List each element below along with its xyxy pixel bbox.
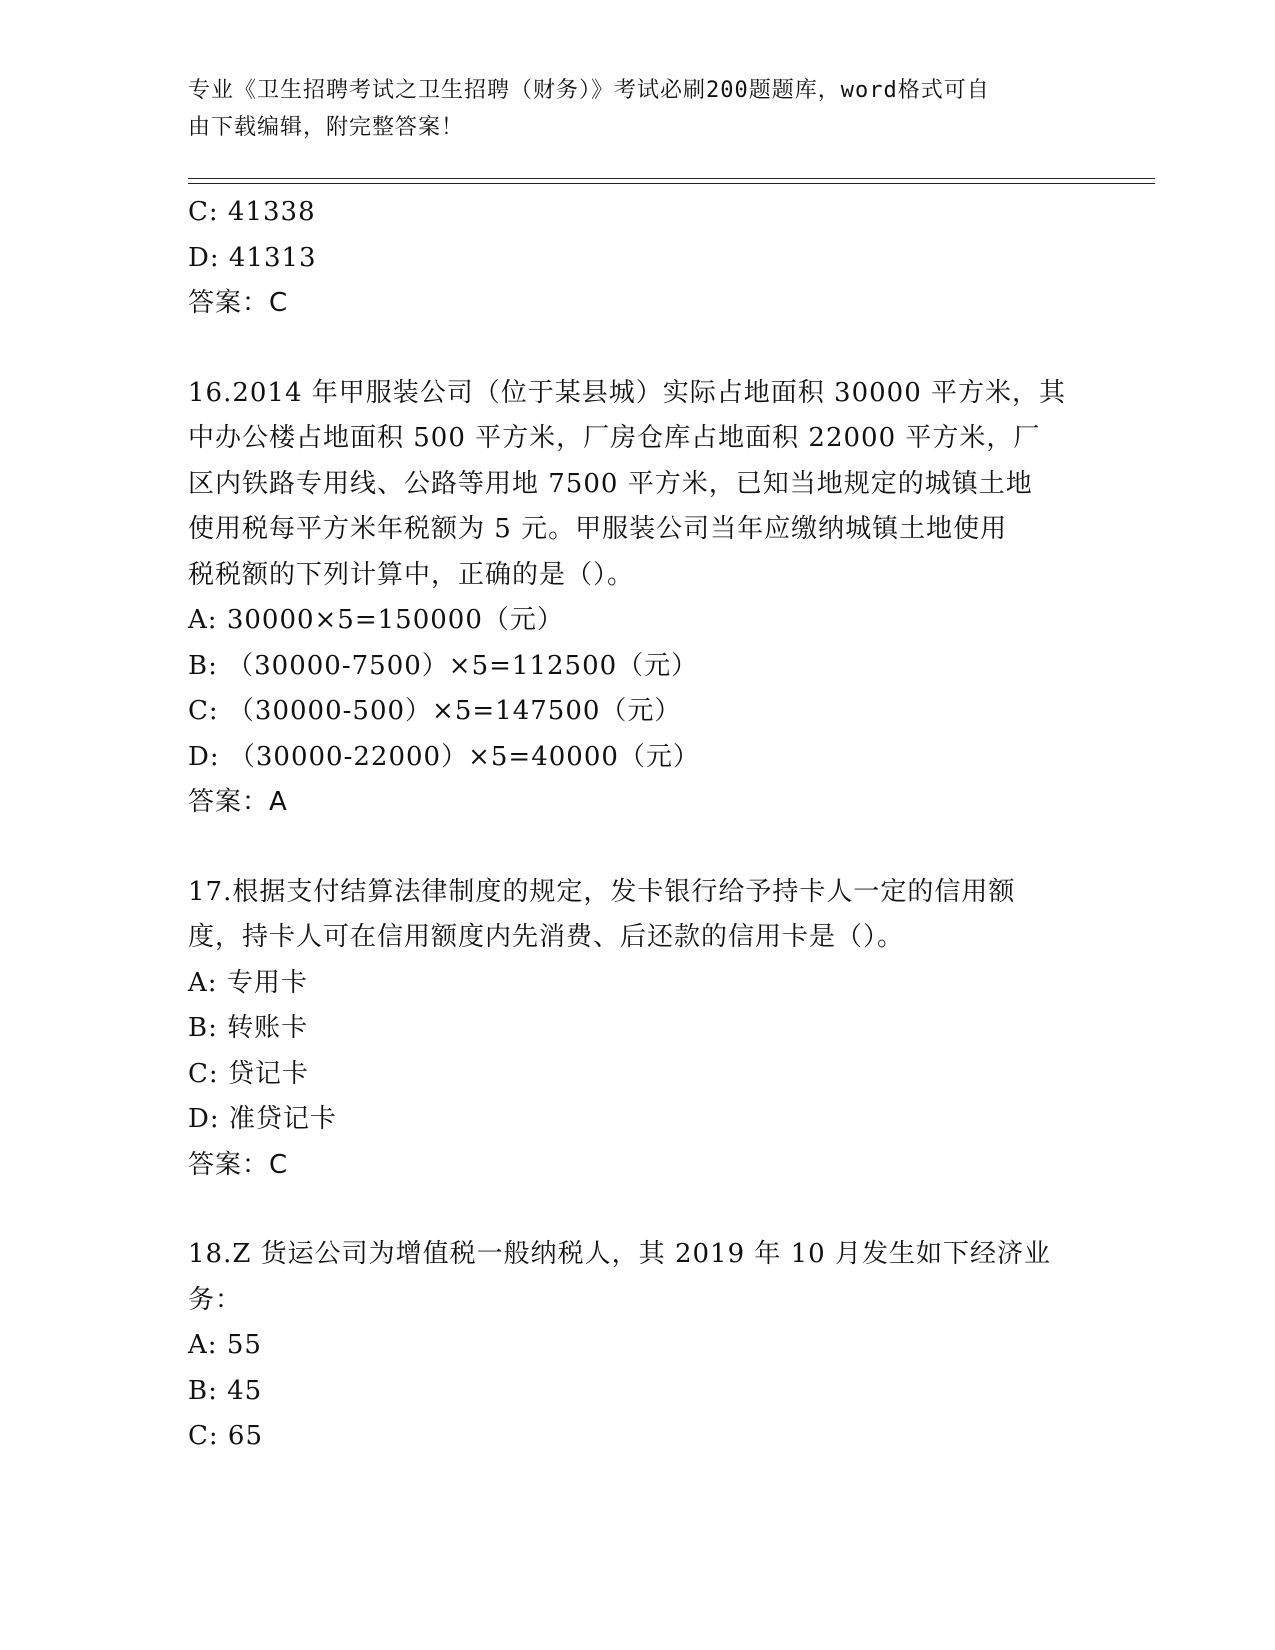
option-a bbox=[188, 1323, 1088, 1369]
question-stem-line: 度，持卡人可在信用额度内先消费、后还款的信用卡是（）。 bbox=[188, 922, 905, 952]
header-divider bbox=[188, 178, 1155, 184]
header-line-2: 由下载编辑，附完整答案！ bbox=[188, 115, 465, 140]
option-b bbox=[188, 1006, 1088, 1052]
option-label: B: bbox=[188, 1013, 218, 1043]
option-text: 41338 bbox=[227, 197, 316, 227]
option-c bbox=[188, 1052, 1088, 1098]
option-text: 30000×5=150000（元） bbox=[226, 605, 564, 635]
question-15-tail bbox=[188, 190, 1088, 327]
option-text: 55 bbox=[226, 1330, 262, 1360]
option-label: B: bbox=[188, 1375, 218, 1406]
option-d bbox=[188, 1097, 1088, 1143]
option-text: 45 bbox=[227, 1375, 263, 1406]
option-text: 准贷记卡 bbox=[228, 1104, 337, 1134]
option-label: C: bbox=[188, 696, 219, 726]
option-label: C: bbox=[188, 1421, 219, 1451]
option-label: A: bbox=[188, 605, 218, 635]
option-label: C: bbox=[188, 197, 219, 227]
option-label: D: bbox=[188, 741, 220, 772]
spacer bbox=[188, 826, 1088, 870]
option-d bbox=[188, 735, 1088, 781]
option-label: A: bbox=[188, 967, 218, 998]
question-18 bbox=[188, 1232, 1088, 1460]
option-text: 专用卡 bbox=[226, 967, 308, 998]
question-stem-line: 17.根据支付结算法律制度的规定，发卡银行给予持卡人一定的信用额 bbox=[188, 876, 1016, 907]
option-text: 贷记卡 bbox=[227, 1058, 309, 1089]
spacer bbox=[188, 1188, 1088, 1232]
answer-line: 答案：C bbox=[188, 288, 289, 318]
option-text: 41313 bbox=[228, 242, 317, 273]
answer-line: 答案：A bbox=[188, 787, 288, 817]
option-text: （30000-500）×5=147500（元） bbox=[227, 696, 682, 726]
question-stem-line: 18.Z 货运公司为增值税一般纳税人，其 2019 年 10 月发生如下经济业 bbox=[188, 1239, 1051, 1269]
option-text: （30000-22000）×5=40000（元） bbox=[228, 741, 700, 772]
option-b bbox=[188, 1369, 1088, 1415]
question-16 bbox=[188, 371, 1088, 826]
question-stem-line: 使用税每平方米年税额为 5 元。甲服装公司当年应缴纳城镇土地使用 bbox=[188, 514, 1008, 544]
option-c bbox=[188, 1414, 1088, 1460]
page-header bbox=[188, 72, 1068, 146]
option-a bbox=[188, 598, 1088, 644]
option-text: 转账卡 bbox=[227, 1013, 309, 1043]
question-stem-line: 务： bbox=[188, 1284, 243, 1315]
question-stem-line: 税税额的下列计算中，正确的是（）。 bbox=[188, 559, 635, 590]
option-text: （30000-7500）×5=112500（元） bbox=[227, 650, 699, 681]
option-b bbox=[188, 644, 1088, 690]
option-c bbox=[188, 190, 1088, 236]
question-17 bbox=[188, 870, 1088, 1189]
question-content bbox=[188, 190, 1088, 1460]
option-a bbox=[188, 961, 1088, 1007]
answer-line: 答案：C bbox=[188, 1149, 289, 1180]
header-line-1: 专业《卫生招聘考试之卫生招聘（财务）》考试必刷200题题库，word格式可自 bbox=[188, 78, 990, 103]
option-d bbox=[188, 236, 1088, 282]
option-label: C: bbox=[188, 1058, 219, 1089]
option-text: 65 bbox=[227, 1421, 264, 1451]
question-stem-line: 16.2014 年甲服装公司（位于某县城）实际占地面积 30000 平方米，其 bbox=[188, 377, 1067, 408]
option-label: D: bbox=[188, 1104, 220, 1134]
option-label: B: bbox=[188, 650, 218, 681]
question-stem-line: 中办公楼占地面积 500 平方米，厂房仓库占地面积 22000 平方米，厂 bbox=[188, 423, 1041, 453]
option-label: D: bbox=[188, 242, 220, 273]
option-label: A: bbox=[188, 1330, 218, 1360]
option-c bbox=[188, 689, 1088, 735]
spacer bbox=[188, 327, 1088, 371]
question-stem-line: 区内铁路专用线、公路等用地 7500 平方米，已知当地规定的城镇土地 bbox=[188, 468, 1033, 499]
